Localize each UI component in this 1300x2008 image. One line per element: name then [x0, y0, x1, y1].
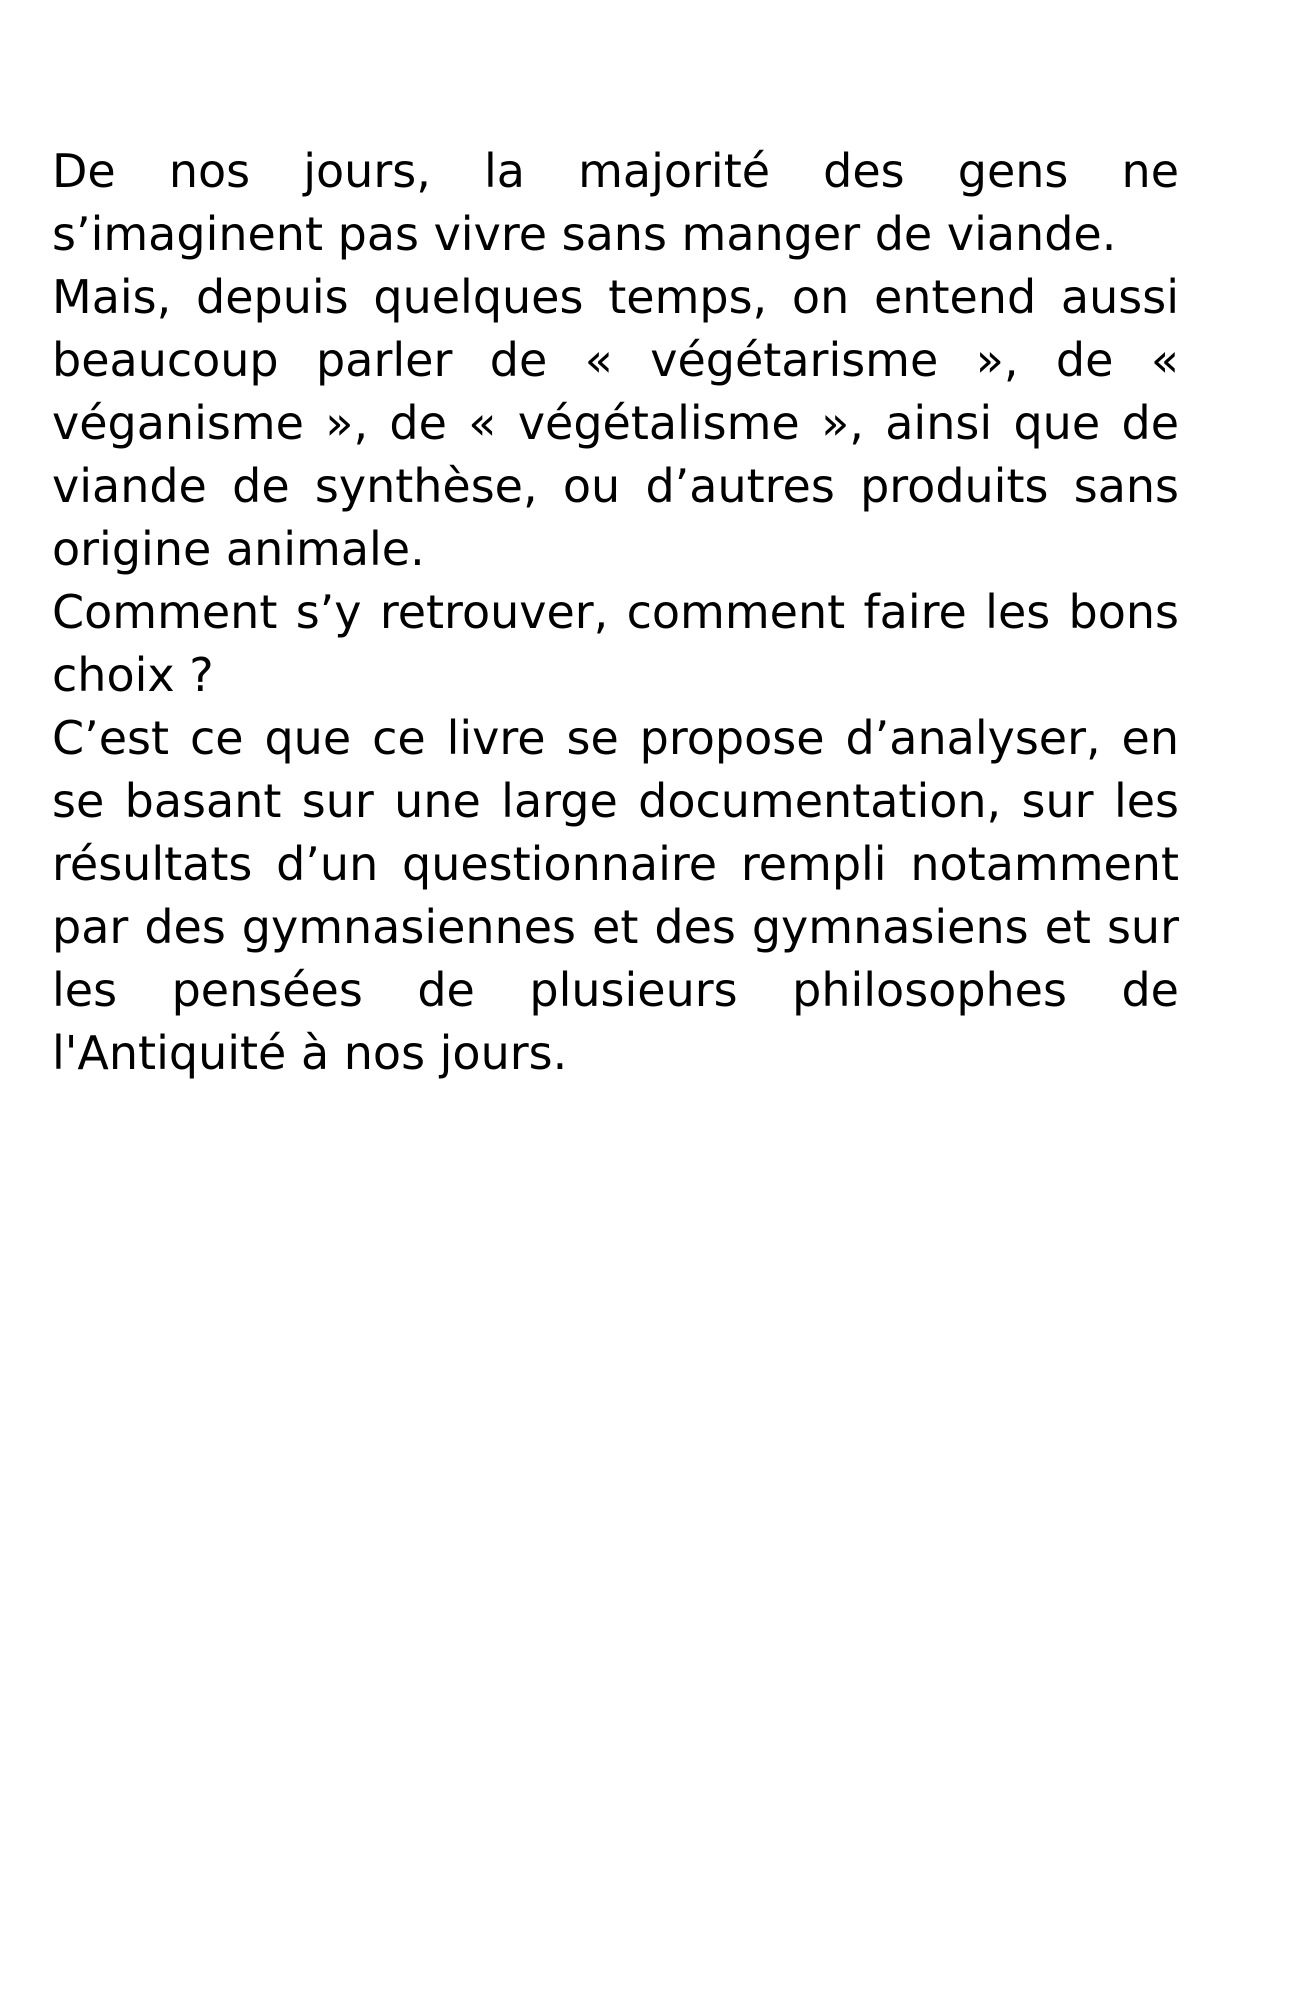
paragraph-context: Mais, depuis quelques temps, on entend aussi beaucoup parler de « végétarisme », de « véganisme », de « végétalisme », ainsi que de viande de synthèse, ou d’autres produits sans origine animale.: [52, 270, 1179, 576]
body-text: [52, 140, 1179, 1085]
paragraph-intro: De nos jours, la majorité des gens ne s’imaginent pas vivre sans manger de viande.: [52, 144, 1179, 261]
paragraph-purpose: C’est ce que ce livre se propose d’analyser, en se basant sur une large documentation, sur les résultats d’un questionnaire rempli notamment par des gymnasiennes et des gymnasiens et sur les pensées de plusieurs philosophes de l'Antiquité à nos jours.: [52, 711, 1179, 1080]
paragraph-question: Comment s’y retrouver, comment faire les bons choix ?: [52, 585, 1179, 702]
